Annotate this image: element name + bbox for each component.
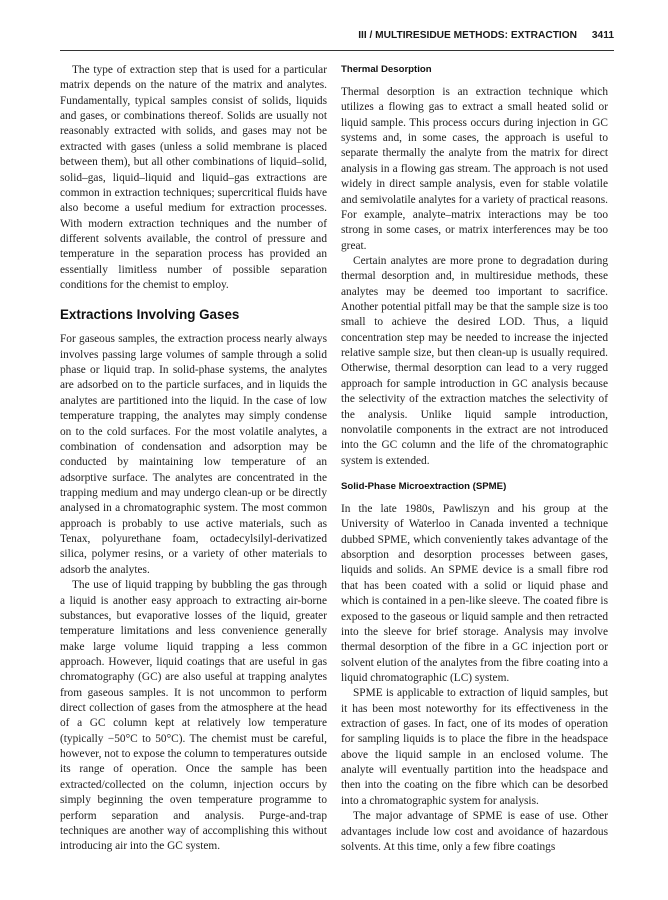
right-column	[341, 63, 608, 855]
subheading-spme: Solid-Phase Microextraction (SPME)	[341, 480, 507, 492]
thermal-paragraph-2: Certain analytes are more prone to degradation during thermal desorption and, in multiresidue methods, these analytes may be deemed too important to sacrifice. Another potential pitfall may be that the sample size is too small to achieve the desired LOD. Thus, a liquid concentration step may be needed to increase the injected relative sample size, but then clean-up is usually required. Otherwise, thermal desorption can lead to a very rugged approach for sample introduction in GC analysis because the selectivity of the extraction matches the selectivity of the analysis. Unlike liquid sample introduction, nonvolatile components in the extract are not introduced into the GC column and the life of the chromatographic system is extended.	[341, 254, 608, 467]
spme-paragraph-2: SPME is applicable to extraction of liquid samples, but it has been most noteworthy for its effectiveness in the extraction of gases. In fact, one of its modes of operation for sampling liquids is to place the fibre in the headspace above the liquid sample in an enclosed volume. The analyte will eventually partition into the headspace and then into the coating on the fibre which can be desorbed into a chromatographic system for analysis.	[341, 687, 608, 807]
page-number: 3411	[591, 30, 614, 41]
gases-paragraph-1: For gaseous samples, the extraction process nearly always involves passing large volumes of sample through a solid phase or liquid trap. In solid-phase systems, the analytes are adsorbed on to the particle surfaces, and in liquids the analytes are partitioned into the liquid. In the case of low temperature trapping, the analytes may simply condense on to the cold surfaces. For the most volatile analytes, a combination of condensation and adsorption may be conducted by maintaining low temperature of an adsorptive surface. The analytes are concentrated in the trapping medium and may undergo clean-up or be directly analysed in a chromatographic system. The most common approach is probably to use active materials, such as Tenax, polyurethane foam, octadecylsilyl-derivatized silica, polymer resins, or a variety of other materials to adsorb the analytes.	[60, 333, 327, 576]
left-column	[60, 63, 327, 855]
subheading-thermal-desorption: Thermal Desorption	[341, 64, 432, 75]
section-heading-extractions-involving-gases: Extractions Involving Gases	[60, 307, 240, 323]
thermal-paragraph-1: Thermal desorption is an extraction technique which utilizes a flowing gas to extract a small heated solid or liquid sample. This process occurs during injection in GC systems and, in some cases, the approach is useful to separate thermally the analyte from the matrix for direct analysis in a flowing gas stream. The approach is not used widely in direct sample analysis, even for stable volatile and semivolatile analytes for a variety of practical reasons. For example, analyte–matrix interactions may be too strong in some cases, or matrix interferences may be too great.	[341, 86, 608, 252]
running-title: III / MULTIRESIDUE METHODS: EXTRACTION	[358, 30, 578, 41]
spme-paragraph-1: In the late 1980s, Pawliszyn and his group at the University of Waterloo in Canada invented a technique dubbed SPME, which conveniently takes advantage of the absorption and desorption processes between gases, liquids and solids. An SPME device is a small fibre rod that has been coated with a solid or liquid phase and which is contained in a pen-like sleeve. The coated fibre is exposed to the gaseous or liquid sample and then retracted into the sleeve for brief storage. Analysis may involve thermal desorption of the fibre in a GC injection port or solvent elution of the analytes from the fibre coating into a liquid chromatographic (LC) system.	[341, 502, 608, 684]
intro-paragraph: The type of extraction step that is used for a particular matrix depends on the nature of the matrix and analytes. Fundamentally, typical samples consist of solids, liquids and gases, or combinations thereof. Solids are usually not reasonably extracted with solids, and gases may not be extracted with gases (unless a solid membrane is placed between them), but all other combinations of liquid–solid, solid–gas, liquid–liquid and liquid–gas extractions are common in extraction techniques; supercritical fluids have also become a useful medium for extraction processes. With modern extraction techniques and the number of different solvents available, the control of pressure and temperature in the separation process has provided an essentially limitless number of possible separation conditions for the chemist to employ.	[60, 64, 327, 292]
gases-paragraph-2: The use of liquid trapping by bubbling the gas through a liquid is another easy approach to extracting air-borne substances, but evaporative losses of the liquid, greater temperature limitations and less convenience generally make large volume liquid trapping a less common approach. However, liquid coatings that are useful in gas chromatography (GC) are also useful at trapping analytes from gaseous samples. It is not uncommon to perform direct collection of gases from the atmosphere at the head of a GC column kept at relatively low temperature (typically −50°C to 50°C). The chemist must be careful, however, not to expose the column to temperatures outside its range of operation. Once the sample has been extracted/collected on the column, injection occurs by simply beginning the oven temperature programme to perform separation and analysis. Purge-and-trap techniques are another way of accomplishing this without introducing air into the GC system.	[60, 579, 327, 853]
running-header	[60, 28, 614, 51]
spme-paragraph-3: The major advantage of SPME is ease of use. Other advantages include low cost and avoidance of hazardous solvents. At this time, only a few fibre coatings	[341, 810, 608, 853]
